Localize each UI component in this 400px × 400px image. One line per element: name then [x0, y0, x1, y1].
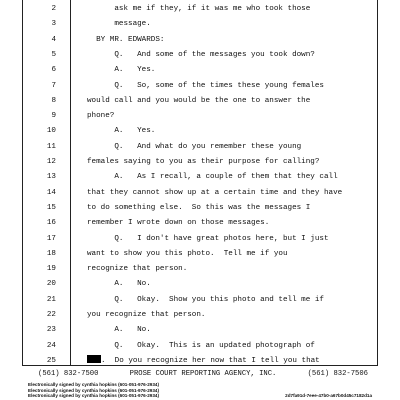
line-text: would call and you would be the one to answer the [87, 96, 311, 105]
line-text: Q. Okay. This is an updated photograph of [87, 341, 315, 350]
line-number: 13 [46, 173, 56, 182]
line-number: 19 [46, 265, 56, 274]
transcript-line [0, 231, 400, 247]
transcript-line [0, 32, 400, 48]
line-number: 23 [46, 326, 56, 335]
electronic-signatures [28, 382, 159, 399]
line-number: 9 [51, 112, 56, 121]
page-footer [38, 370, 368, 378]
line-number: 3 [51, 20, 56, 29]
transcript-line [0, 292, 400, 308]
line-number: 22 [46, 311, 56, 319]
signature-line: Electronically signed by cynthia hopkins (601-051-976-2934) [28, 393, 159, 398]
line-text: you recognize that person. [87, 311, 206, 319]
line-text: that they cannot show up at a certain time and they have [87, 188, 343, 197]
line-number: 2 [51, 5, 56, 13]
transcript-line [0, 1, 400, 17]
transcript-line [0, 154, 400, 170]
transcript-line [0, 62, 400, 78]
transcript-line [0, 108, 400, 124]
line-number: 20 [46, 280, 56, 289]
line-text: BY MR. EDWARDS: [87, 35, 165, 44]
transcript-line [0, 307, 400, 323]
redaction-block [87, 355, 101, 363]
transcript-line [0, 353, 400, 369]
signature-line: Electronically signed by cynthia hopkins (601-051-976-2934) [28, 387, 159, 393]
document-hash: 2d7fa91d-7eee-47b0-a67b0d45c7182d1a [285, 393, 372, 398]
transcript-line [0, 215, 400, 231]
transcript-line [0, 200, 400, 216]
line-text: Q. So, some of the times these young females [87, 81, 324, 90]
line-text: remember I wrote down on those messages. [87, 219, 270, 228]
line-number: 4 [51, 35, 56, 44]
transcript-line [0, 246, 400, 262]
line-number: 15 [46, 203, 56, 212]
line-number: 5 [51, 50, 56, 59]
transcript-line [0, 123, 400, 139]
line-number: 14 [46, 188, 56, 197]
footer-phone-left: (561) 832-7500 [38, 370, 99, 378]
line-text: recognize that person. [87, 265, 188, 274]
footer-agency: PROSE COURT REPORTING AGENCY, INC. [129, 370, 277, 378]
transcript-line [0, 16, 400, 32]
transcript-line [0, 185, 400, 201]
transcript-line [0, 139, 400, 155]
line-number: 8 [51, 96, 56, 105]
line-text: A. No. [87, 280, 151, 289]
line-text: A. Yes. [87, 127, 156, 136]
line-number: 21 [46, 295, 56, 304]
transcript-line [0, 93, 400, 109]
transcript-line [0, 261, 400, 277]
line-number: 12 [46, 158, 56, 166]
line-text: Q. And some of the messages you took down? [87, 50, 315, 59]
signature-line: Electronically signed by cynthia hopkins (601-051-976-2934) [28, 382, 159, 387]
line-text: phone? [87, 112, 115, 121]
transcript-line [0, 276, 400, 292]
transcript-line [0, 78, 400, 94]
line-number: 11 [46, 142, 56, 151]
line-text: Q. Okay. Show you this photo and tell me if [87, 295, 324, 304]
line-text: A. Yes. [87, 66, 156, 75]
line-text-rest: . Do you recognize her now that I tell you that [101, 356, 320, 365]
line-text: A. No. [87, 326, 151, 335]
line-number: 6 [51, 66, 56, 75]
transcript-line [0, 169, 400, 185]
line-number: 17 [46, 234, 56, 243]
line-text: to do something else. So this was the messages I [87, 203, 311, 212]
transcript-line [0, 322, 400, 338]
line-text: Q. And what do you remember these young [87, 142, 302, 151]
transcript-line [0, 338, 400, 354]
line-number: 16 [46, 219, 56, 228]
line-text: females saying to you as their purpose for calling? [87, 158, 320, 166]
line-text: ask me if they, if it was me who took those [87, 5, 311, 13]
footer-phone-right: (561) 832-7506 [307, 370, 368, 378]
line-text: A. As I recall, a couple of them that they call [87, 173, 338, 182]
line-number: 18 [46, 249, 56, 258]
line-number: 25 [46, 356, 56, 365]
transcript-line [0, 47, 400, 63]
line-number: 10 [46, 127, 56, 136]
line-number: 24 [46, 341, 56, 350]
line-number: 7 [51, 81, 56, 90]
line-text: message. [87, 20, 151, 29]
line-text: want to show you this photo. Tell me if you [87, 249, 288, 258]
line-text: Q. I don't have great photos here, but I just [87, 234, 329, 243]
line-text [87, 353, 320, 369]
